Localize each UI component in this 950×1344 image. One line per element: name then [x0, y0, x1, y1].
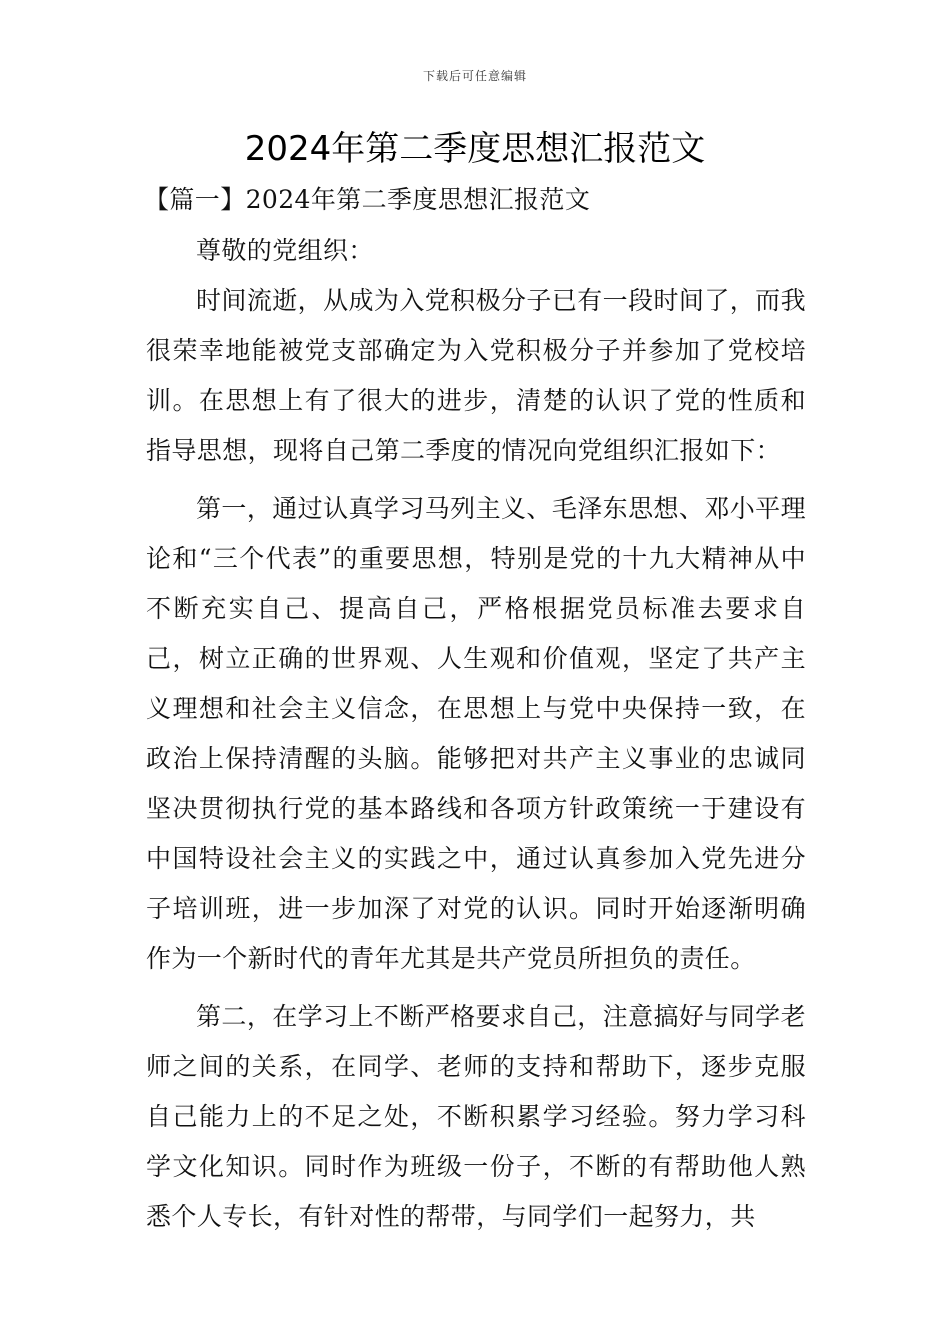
section-heading: 【篇一】2024年第二季度思想汇报范文: [144, 185, 591, 214]
header-note: 下载后可任意编辑: [422, 69, 527, 83]
document-title: 2024年第二季度思想汇报范文: [244, 129, 706, 169]
paragraph-intro: 时间流逝，从成为入党积极分子已有一段时间了，而我很荣幸地能被党支部确定为入党积极分子并参加了党校培训。在思想上有了很大的进步，清楚的认识了党的性质和指导思想，现将自己第二季度的情况向党组织汇报如下：: [146, 286, 806, 465]
salutation: 尊敬的党组织：: [196, 236, 374, 265]
document-body: [146, 180, 806, 1242]
paragraph-first-point: 第一，通过认真学习马列主义、毛泽东思想、邓小平理论和“三个代表”的重要思想，特别是党的十九大精神从中不断充实自己、提高自己，严格根据党员标准去要求自己，树立正确的世界观、人生观和价值观，坚定了共产主义理想和社会主义信念，在思想上与党中央保持一致，在政治上保持清醒的头脑。能够把对共产主义事业的忠诚同坚决贯彻执行党的基本路线和各项方针政策统一于建设有中国特设社会主义的实践之中，通过认真参加入党先进分子培训班，进一步加深了对党的认识。同时开始逐渐明确作为一个新时代的青年尤其是共产党员所担负的责任。: [146, 494, 806, 973]
paragraph-second-point: 第二，在学习上不断严格要求自己，注意搞好与同学老师之间的关系，在同学、老师的支持和帮助下，逐步克服自己能力上的不足之处，不断积累学习经验。努力学习科学文化知识。同时作为班级一份子，不断的有帮助他人熟悉个人专长，有针对性的帮带，与同学们一起努力，共: [146, 1002, 806, 1231]
